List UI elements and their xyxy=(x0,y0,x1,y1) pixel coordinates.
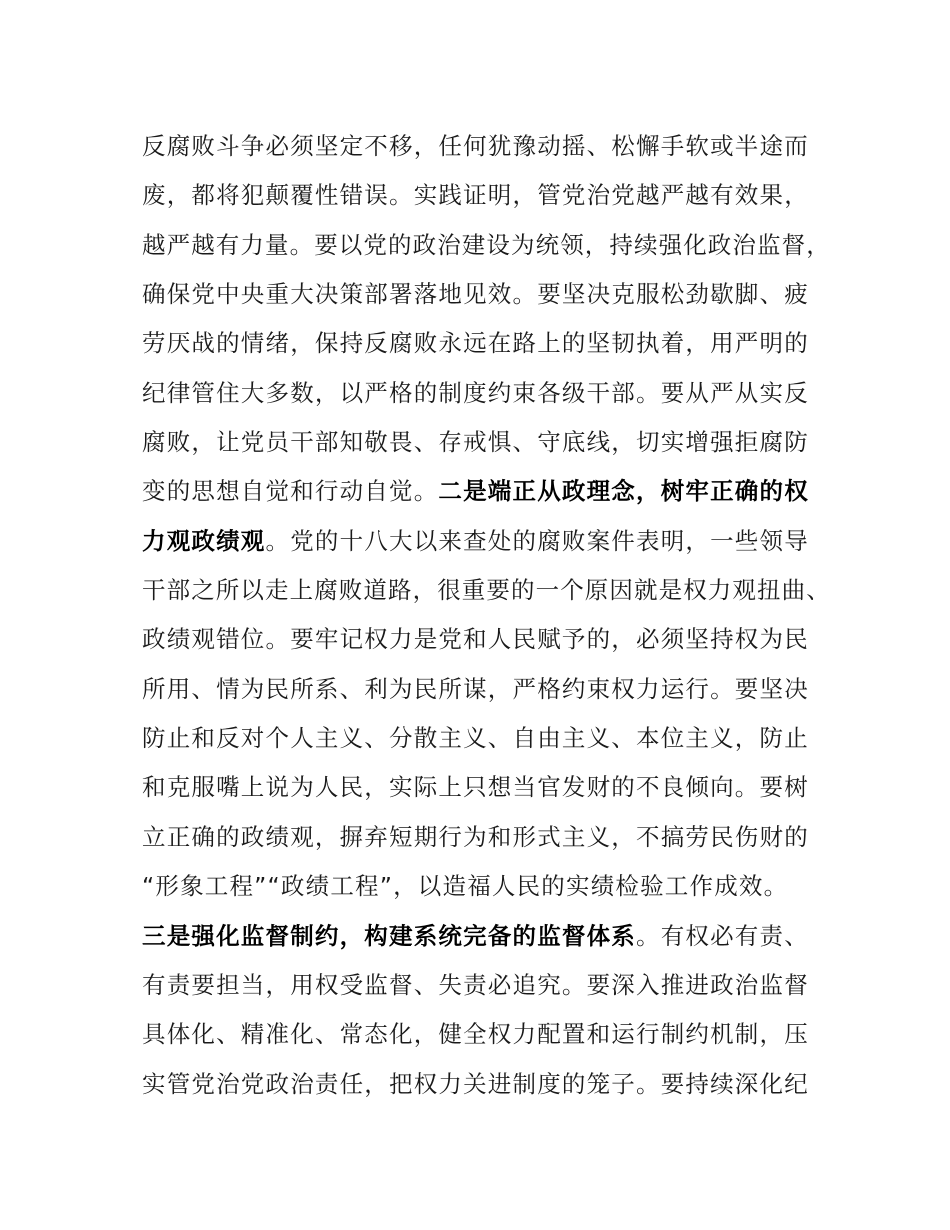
text-line xyxy=(142,369,832,418)
body-text-segment: 变的思想自觉和行动自觉。 xyxy=(142,477,439,506)
body-text-segment: 腐败，让党员干部知敬畏、存戒惧、守底线，切实增强拒腐防 xyxy=(142,428,809,457)
text-line xyxy=(142,763,832,812)
text-line xyxy=(142,665,832,714)
text-line xyxy=(142,270,832,319)
body-text-segment: 反腐败斗争必须坚定不移，任何犹豫动摇、松懈手软或半途而 xyxy=(142,132,809,160)
body-text-segment: 防止和反对个人主义、分散主义、自由主义、本位主义，防止 xyxy=(142,724,809,753)
body-text-segment: 干部之所以走上腐败道路，很重要的一个原因就是权力观扭曲、 xyxy=(142,576,831,605)
body-text-segment: 废，都将犯颠覆性错误。实践证明，管党治党越严越有效果， xyxy=(142,181,809,210)
body-text xyxy=(142,122,832,1109)
text-line xyxy=(142,813,832,862)
body-text-segment: 纪律管住大多数，以严格的制度约束各级干部。要从严从实反 xyxy=(142,378,809,407)
bold-heading-text: 力观政绩观 xyxy=(142,526,266,555)
bold-heading-text: 三是强化监督制约，构建系统完备的监督体系 xyxy=(142,921,636,950)
body-text-segment: 确保党中央重大决策部署落地见效。要坚决克服松劲歇脚、疲 xyxy=(142,280,809,309)
text-line xyxy=(142,517,832,566)
text-line xyxy=(142,1010,832,1059)
bold-heading-text: 二是端正从政理念，树牢正确的权 xyxy=(438,477,809,506)
body-text-segment: 具体化、精准化、常态化，健全权力配置和运行制约机制，压 xyxy=(142,1020,809,1049)
text-line xyxy=(142,912,832,961)
body-text-segment: 有责要担当，用权受监督、失责必追究。要深入推进政治监督 xyxy=(142,970,809,999)
body-text-segment: 实管党治党政治责任，把权力关进制度的笼子。要持续深化纪 xyxy=(142,1069,809,1098)
body-text-segment: 越严越有力量。要以党的政治建设为统领，持续强化政治监督， xyxy=(142,230,831,259)
text-line xyxy=(142,171,832,220)
text-line xyxy=(142,319,832,368)
text-line xyxy=(142,615,832,664)
text-line xyxy=(142,1060,832,1109)
text-line xyxy=(142,418,832,467)
text-line xyxy=(142,566,832,615)
body-text-segment: 。有权必有责、 xyxy=(636,921,809,950)
body-text-segment: 劳厌战的情绪，保持反腐败永远在路上的坚韧执着，用严明的 xyxy=(142,329,809,358)
text-line xyxy=(142,467,832,516)
body-text-segment: 。党的十八大以来查处的腐败案件表明，一些领导 xyxy=(265,526,809,555)
text-line xyxy=(142,221,832,270)
body-text-segment: 和克服嘴上说为人民，实际上只想当官发财的不良倾向。要树 xyxy=(142,773,809,802)
text-line xyxy=(142,862,832,911)
text-line xyxy=(142,961,832,1010)
body-text-segment: 政绩观错位。要牢记权力是党和人民赋予的，必须坚持权为民 xyxy=(142,625,809,654)
body-text-segment: 立正确的政绩观，摒弃短期行为和形式主义，不搞劳民伤财的 xyxy=(142,822,809,851)
body-text-segment: “形象工程”“政绩工程”，以造福人民的实绩检验工作成效。 xyxy=(142,872,789,901)
body-text-segment: 所用、情为民所系、利为民所谋，严格约束权力运行。要坚决 xyxy=(142,674,809,703)
text-line xyxy=(142,714,832,763)
text-line xyxy=(142,122,832,171)
